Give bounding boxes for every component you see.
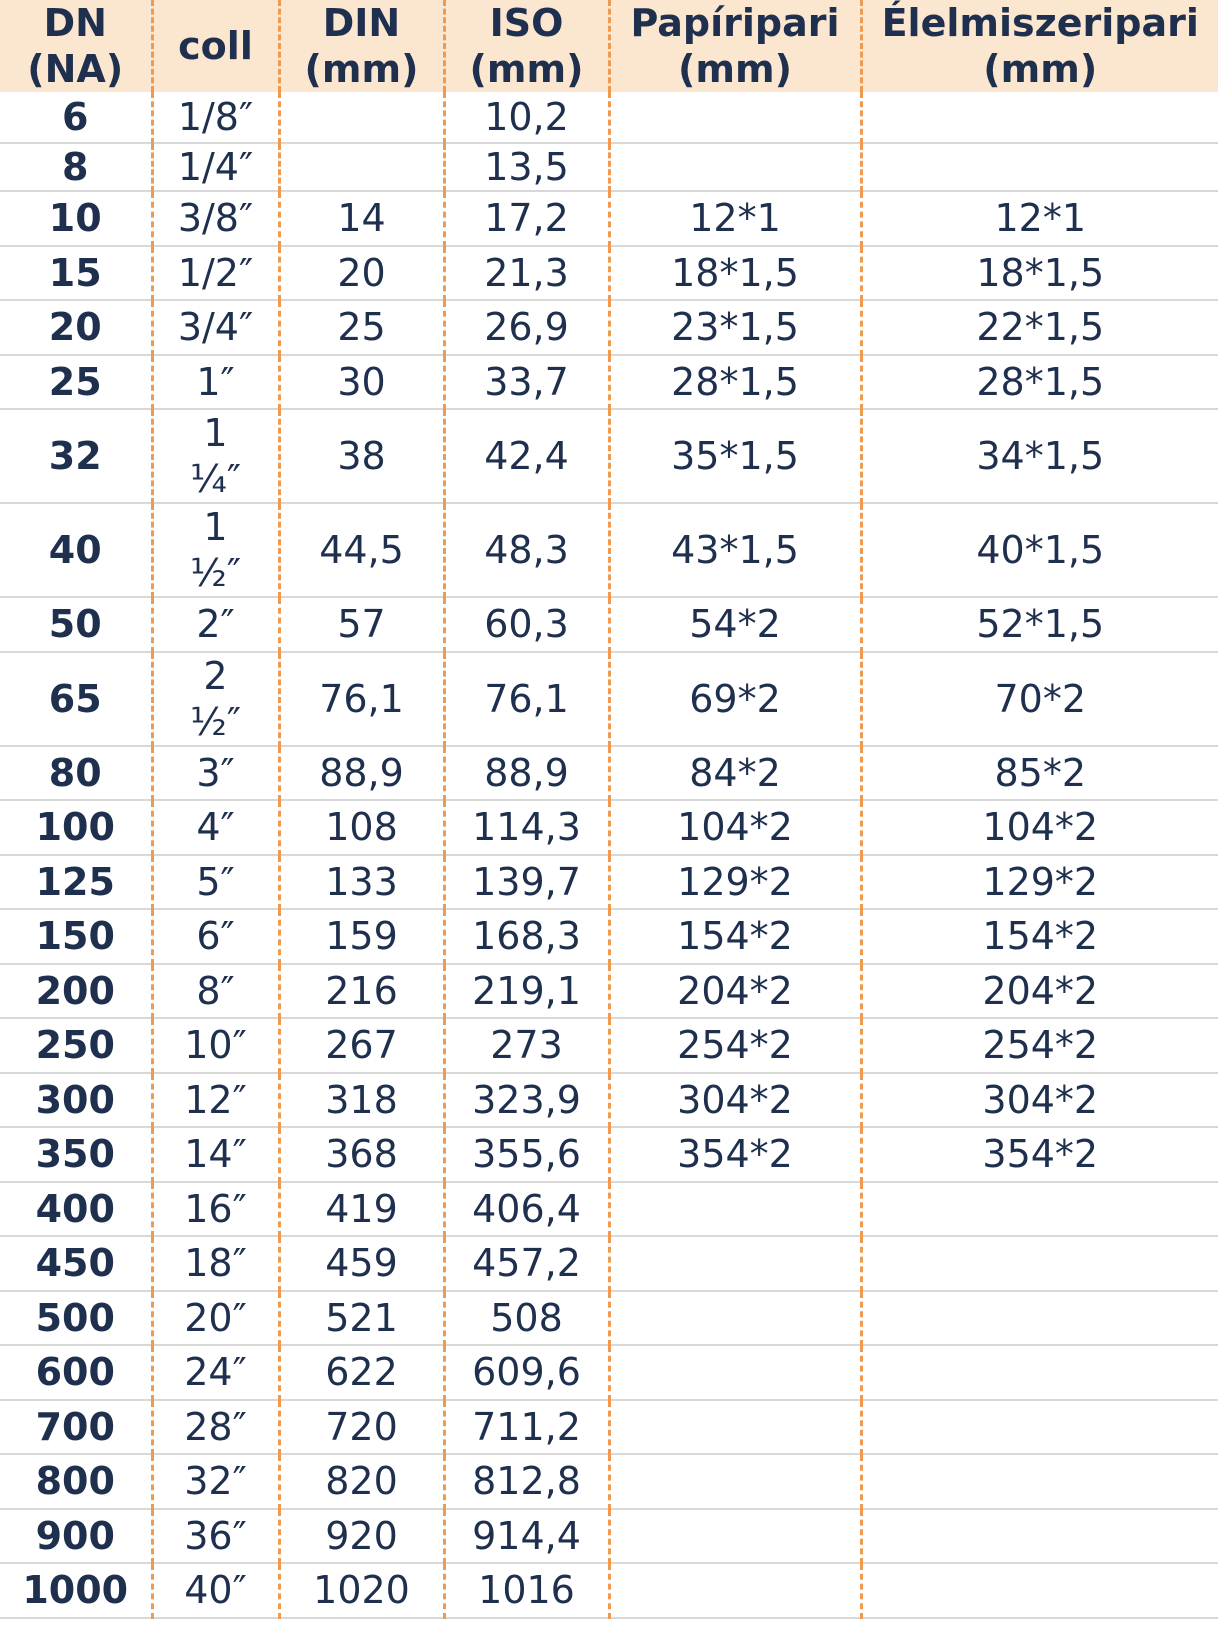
table-row [0,1345,1218,1400]
cell-elelmiszeripari: 154*2 [861,909,1218,964]
cell-dn: 450 [0,1236,152,1291]
cell-iso: 219,1 [444,964,609,1019]
cell-elelmiszeripari: 52*1,5 [861,597,1218,652]
cell-coll: 16″ [152,1182,279,1237]
cell-elelmiszeripari: 204*2 [861,964,1218,1019]
cell-papiripari: 54*2 [609,597,861,652]
cell-iso: 457,2 [444,1236,609,1291]
cell-din: 720 [279,1400,444,1455]
table-row [0,503,1218,597]
cell-dn: 700 [0,1400,152,1455]
cell-dn: 900 [0,1509,152,1564]
cell-elelmiszeripari [861,1400,1218,1455]
cell-coll: 36″ [152,1509,279,1564]
cell-elelmiszeripari: 304*2 [861,1073,1218,1128]
table-row [0,92,1218,143]
cell-dn: 80 [0,746,152,801]
header-elelmiszeripari: Élelmiszeripari (mm) [861,0,1218,92]
cell-coll: 2″ [152,597,279,652]
cell-coll: 40″ [152,1563,279,1618]
header-dn: DN (NA) [0,0,152,92]
cell-dn: 65 [0,652,152,746]
cell-dn: 250 [0,1018,152,1073]
cell-elelmiszeripari [861,1563,1218,1618]
cell-papiripari [609,1454,861,1509]
cell-dn: 300 [0,1073,152,1128]
cell-elelmiszeripari [861,143,1218,191]
cell-coll: 1″ [152,355,279,410]
cell-iso: 812,8 [444,1454,609,1509]
cell-dn: 350 [0,1127,152,1182]
cell-iso: 17,2 [444,191,609,246]
cell-iso: 355,6 [444,1127,609,1182]
cell-elelmiszeripari [861,1291,1218,1346]
cell-coll: 1 ¼″ [152,409,279,503]
cell-din: 44,5 [279,503,444,597]
cell-iso: 10,2 [444,92,609,143]
table-row [0,1509,1218,1564]
cell-din: 25 [279,300,444,355]
cell-coll: 3/8″ [152,191,279,246]
cell-elelmiszeripari: 22*1,5 [861,300,1218,355]
cell-elelmiszeripari: 254*2 [861,1018,1218,1073]
cell-din: 76,1 [279,652,444,746]
table-row [0,143,1218,191]
cell-dn: 32 [0,409,152,503]
cell-coll: 1/2″ [152,246,279,301]
cell-din: 57 [279,597,444,652]
cell-coll: 24″ [152,1345,279,1400]
cell-din: 267 [279,1018,444,1073]
table-row [0,964,1218,1019]
cell-elelmiszeripari [861,1182,1218,1237]
table-row [0,1127,1218,1182]
cell-coll: 6″ [152,909,279,964]
cell-dn: 500 [0,1291,152,1346]
header-coll: coll [152,0,279,92]
cell-elelmiszeripari: 40*1,5 [861,503,1218,597]
cell-coll: 20″ [152,1291,279,1346]
cell-papiripari [609,1182,861,1237]
cell-iso: 711,2 [444,1400,609,1455]
header-row [0,0,1218,92]
cell-papiripari [609,92,861,143]
cell-papiripari: 304*2 [609,1073,861,1128]
cell-iso: 21,3 [444,246,609,301]
cell-coll: 1/4″ [152,143,279,191]
cell-coll: 32″ [152,1454,279,1509]
cell-papiripari [609,1236,861,1291]
cell-din: 318 [279,1073,444,1128]
cell-papiripari: 129*2 [609,855,861,910]
cell-din: 216 [279,964,444,1019]
cell-iso: 60,3 [444,597,609,652]
cell-papiripari: 18*1,5 [609,246,861,301]
cell-dn: 150 [0,909,152,964]
cell-coll: 5″ [152,855,279,910]
cell-din: 30 [279,355,444,410]
cell-iso: 323,9 [444,1073,609,1128]
table-row [0,191,1218,246]
cell-papiripari: 104*2 [609,800,861,855]
cell-elelmiszeripari: 28*1,5 [861,355,1218,410]
cell-dn: 125 [0,855,152,910]
table-row [0,355,1218,410]
table-row [0,1400,1218,1455]
cell-elelmiszeripari: 129*2 [861,855,1218,910]
cell-iso: 139,7 [444,855,609,910]
cell-iso: 88,9 [444,746,609,801]
cell-dn: 8 [0,143,152,191]
cell-din [279,143,444,191]
cell-elelmiszeripari [861,1345,1218,1400]
cell-din: 920 [279,1509,444,1564]
table-row [0,1073,1218,1128]
cell-coll: 3/4″ [152,300,279,355]
cell-elelmiszeripari [861,92,1218,143]
cell-din: 38 [279,409,444,503]
cell-papiripari: 23*1,5 [609,300,861,355]
cell-coll: 12″ [152,1073,279,1128]
cell-coll: 8″ [152,964,279,1019]
cell-din: 133 [279,855,444,910]
cell-papiripari [609,1345,861,1400]
cell-coll: 28″ [152,1400,279,1455]
cell-iso: 273 [444,1018,609,1073]
cell-coll: 4″ [152,800,279,855]
cell-elelmiszeripari: 85*2 [861,746,1218,801]
cell-iso: 48,3 [444,503,609,597]
cell-papiripari: 204*2 [609,964,861,1019]
cell-dn: 200 [0,964,152,1019]
cell-dn: 400 [0,1182,152,1237]
cell-elelmiszeripari: 12*1 [861,191,1218,246]
cell-iso: 914,4 [444,1509,609,1564]
cell-papiripari: 254*2 [609,1018,861,1073]
cell-iso: 609,6 [444,1345,609,1400]
header-papiripari: Papíripari (mm) [609,0,861,92]
cell-papiripari [609,1291,861,1346]
cell-din: 459 [279,1236,444,1291]
cell-din: 1020 [279,1563,444,1618]
cell-elelmiszeripari: 354*2 [861,1127,1218,1182]
cell-iso: 114,3 [444,800,609,855]
cell-elelmiszeripari: 18*1,5 [861,246,1218,301]
cell-din: 820 [279,1454,444,1509]
cell-papiripari: 154*2 [609,909,861,964]
cell-coll: 2 ½″ [152,652,279,746]
cell-coll: 3″ [152,746,279,801]
cell-papiripari [609,143,861,191]
cell-elelmiszeripari [861,1236,1218,1291]
table-row [0,746,1218,801]
cell-papiripari [609,1400,861,1455]
cell-dn: 10 [0,191,152,246]
table-row [0,1182,1218,1237]
cell-dn: 40 [0,503,152,597]
cell-dn: 20 [0,300,152,355]
cell-dn: 600 [0,1345,152,1400]
cell-din: 521 [279,1291,444,1346]
cell-dn: 100 [0,800,152,855]
cell-papiripari: 35*1,5 [609,409,861,503]
cell-elelmiszeripari [861,1454,1218,1509]
table-row [0,1236,1218,1291]
cell-dn: 15 [0,246,152,301]
cell-iso: 33,7 [444,355,609,410]
cell-papiripari [609,1563,861,1618]
table-row [0,1454,1218,1509]
cell-din: 88,9 [279,746,444,801]
cell-coll: 1 ½″ [152,503,279,597]
table-row [0,800,1218,855]
cell-papiripari: 43*1,5 [609,503,861,597]
cell-papiripari: 69*2 [609,652,861,746]
cell-din [279,92,444,143]
cell-coll: 18″ [152,1236,279,1291]
table-row [0,246,1218,301]
cell-dn: 6 [0,92,152,143]
cell-dn: 1000 [0,1563,152,1618]
header-din: DIN (mm) [279,0,444,92]
cell-din: 20 [279,246,444,301]
cell-papiripari: 12*1 [609,191,861,246]
table-row [0,652,1218,746]
cell-din: 159 [279,909,444,964]
table-row [0,409,1218,503]
table-row [0,1018,1218,1073]
cell-dn: 800 [0,1454,152,1509]
cell-coll: 1/8″ [152,92,279,143]
cell-dn: 50 [0,597,152,652]
table-row [0,1291,1218,1346]
cell-papiripari: 84*2 [609,746,861,801]
cell-elelmiszeripari: 104*2 [861,800,1218,855]
cell-din: 368 [279,1127,444,1182]
table-row [0,1563,1218,1618]
cell-dn: 25 [0,355,152,410]
cell-iso: 508 [444,1291,609,1346]
cell-din: 622 [279,1345,444,1400]
cell-papiripari: 354*2 [609,1127,861,1182]
cell-iso: 406,4 [444,1182,609,1237]
header-iso: ISO (mm) [444,0,609,92]
table-row [0,300,1218,355]
cell-coll: 10″ [152,1018,279,1073]
cell-din: 14 [279,191,444,246]
cell-coll: 14″ [152,1127,279,1182]
cell-din: 419 [279,1182,444,1237]
cell-papiripari: 28*1,5 [609,355,861,410]
cell-elelmiszeripari [861,1509,1218,1564]
cell-iso: 168,3 [444,909,609,964]
cell-iso: 26,9 [444,300,609,355]
cell-iso: 1016 [444,1563,609,1618]
cell-elelmiszeripari: 70*2 [861,652,1218,746]
cell-din: 108 [279,800,444,855]
cell-iso: 13,5 [444,143,609,191]
table-row [0,597,1218,652]
table-row [0,909,1218,964]
cell-iso: 42,4 [444,409,609,503]
cell-elelmiszeripari: 34*1,5 [861,409,1218,503]
cell-iso: 76,1 [444,652,609,746]
cell-papiripari [609,1509,861,1564]
table-row [0,855,1218,910]
